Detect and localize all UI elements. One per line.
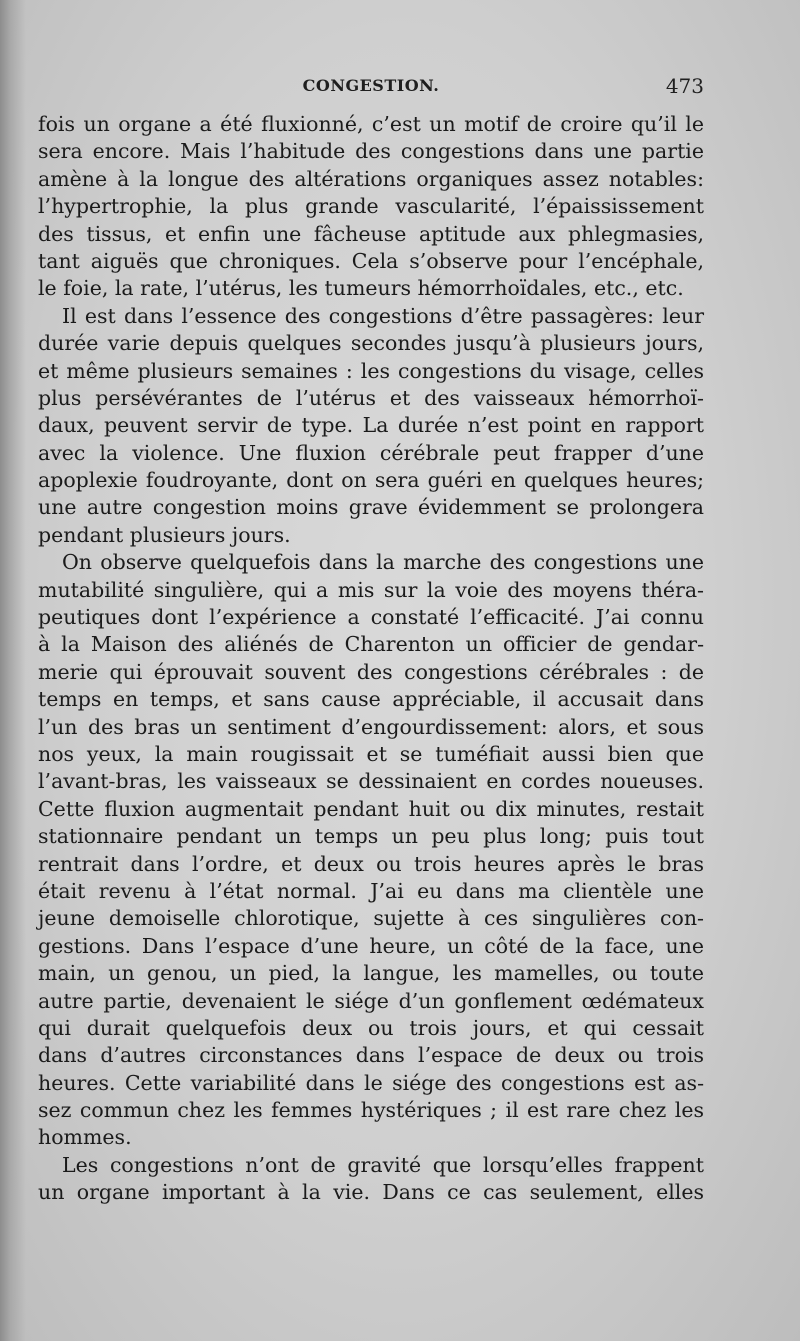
text-line: fois un organe a été fluxionné, c’est un motif de croire qu’il le bbox=[38, 112, 704, 136]
body-text bbox=[38, 111, 704, 1207]
text-line: gestions. Dans l’espace d’une heure, un côté de la face, une bbox=[38, 933, 704, 958]
text-line: l’avant-bras, les vaisseaux se dessinaient en cordes noueuses. bbox=[38, 769, 704, 794]
running-title: CONGESTION. bbox=[302, 76, 440, 95]
text-line: stationnaire pendant un temps un peu plus long; puis tout bbox=[38, 824, 704, 849]
text-line: Il est dans l’essence des congestions d’être passagères: leur bbox=[62, 303, 704, 328]
text-line: qui durait quelquefois deux ou trois jours, et qui cessait bbox=[38, 1015, 704, 1040]
text-line: apoplexie foudroyante, dont on sera guéri en quelques heures; bbox=[38, 468, 704, 493]
text-line: mutabilité singulière, qui a mis sur la voie des moyens théra- bbox=[38, 577, 704, 602]
running-head bbox=[38, 76, 704, 102]
text-line: et même plusieurs semaines : les congestions du visage, celles bbox=[38, 358, 704, 383]
text-line: On observe quelquefois dans la marche des congestions une bbox=[62, 550, 704, 575]
text-line: Les congestions n’ont de gravité que lorsqu’elles frappent bbox=[62, 1152, 704, 1177]
text-line: une autre congestion moins grave évidemment se prolongera bbox=[38, 495, 704, 520]
text-line: dans d’autres circonstances dans l’espace de deux ou trois bbox=[38, 1043, 704, 1068]
text-line: main, un genou, un pied, la langue, les mamelles, ou toute bbox=[38, 961, 704, 986]
text-line: daux, peuvent servir de type. La durée n’est point en rapport bbox=[38, 413, 704, 438]
text-line: merie qui éprouvait souvent des congestions cérébrales : de bbox=[38, 659, 704, 684]
text-line: était revenu à l’état normal. J’ai eu dans ma clientèle une bbox=[38, 878, 704, 903]
text-line: sera encore. Mais l’habitude des congestions dans une partie bbox=[38, 139, 704, 164]
text-line: rentrait dans l’ordre, et deux ou trois heures après le bras bbox=[38, 851, 704, 876]
text-line: heures. Cette variabilité dans le siége des congestions est as- bbox=[38, 1070, 704, 1095]
text-line: pendant plusieurs jours. bbox=[38, 522, 291, 547]
text-line: tant aiguës que chroniques. Cela s’observe pour l’encéphale, bbox=[38, 248, 704, 273]
text-line: avec la violence. Une fluxion cérébrale peut frapper d’une bbox=[38, 440, 704, 465]
text-line: plus persévérantes de l’utérus et des vaisseaux hémorrhoï- bbox=[38, 385, 704, 410]
text-line: autre partie, devenaient le siége d’un gonflement œdémateux bbox=[38, 988, 704, 1013]
text-line: Cette fluxion augmentait pendant huit ou dix minutes, restait bbox=[38, 796, 704, 821]
text-line: l’un des bras un sentiment d’engourdissement: alors, et sous bbox=[38, 714, 704, 739]
text-line: hommes. bbox=[38, 1125, 132, 1150]
text-line: l’hypertrophie, la plus grande vascularité, l’épaississement bbox=[38, 194, 704, 219]
text-line: jeune demoiselle chlorotique, sujette à ces singulières con- bbox=[38, 906, 704, 931]
text-line: peutiques dont l’expérience a constaté l’efficacité. J’ai connu bbox=[38, 605, 704, 630]
text-line: amène à la longue des altérations organiques assez notables: bbox=[38, 166, 704, 191]
text-line: sez commun chez les femmes hystériques ; il est rare chez les bbox=[38, 1098, 704, 1123]
text-line: temps en temps, et sans cause appréciable, il accusait dans bbox=[38, 687, 704, 712]
text-line: des tissus, et enfin une fâcheuse aptitude aux phlegmasies, bbox=[38, 221, 704, 246]
page-number: 473 bbox=[665, 74, 704, 98]
text-line: le foie, la rate, l’utérus, les tumeurs hémorrhoïdales, etc., etc. bbox=[38, 276, 684, 301]
text-line: un organe important à la vie. Dans ce cas seulement, elles bbox=[38, 1180, 704, 1205]
text-line: nos yeux, la main rougissait et se tuméfiait aussi bien que bbox=[38, 741, 704, 766]
text-line: à la Maison des aliénés de Charenton un officier de gendar- bbox=[38, 632, 704, 657]
text-line: durée varie depuis quelques secondes jusqu’à plusieurs jours, bbox=[38, 331, 704, 356]
binding-gutter-shadow bbox=[0, 0, 26, 1341]
